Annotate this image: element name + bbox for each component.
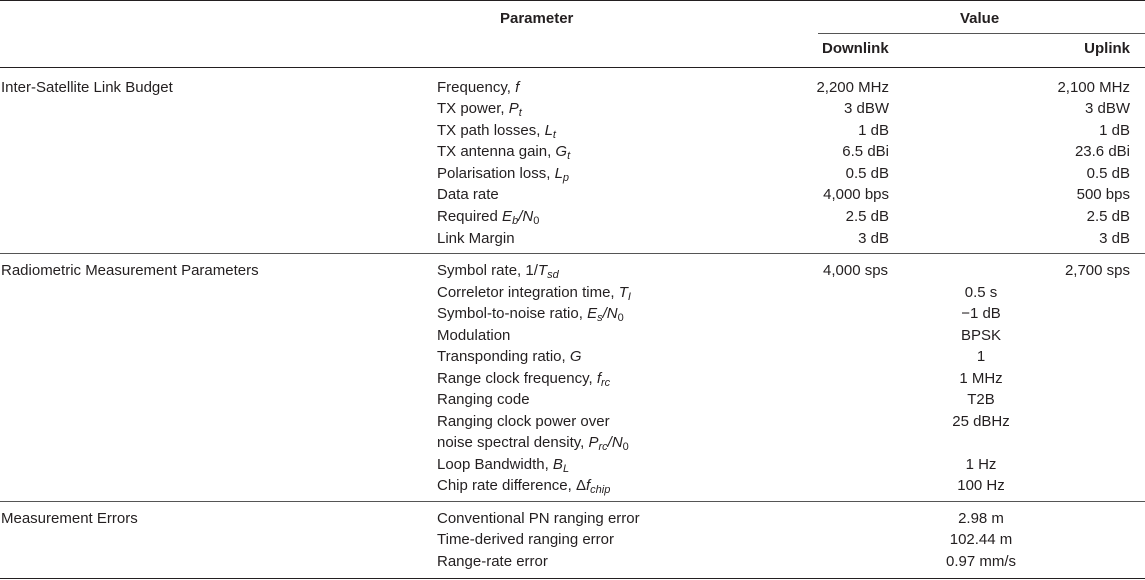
downlink-link-margin: 3 dB: [858, 230, 889, 247]
header-value: Value: [960, 10, 1000, 27]
downlink-tx-antenna-gain: 6.5 dBi: [842, 143, 889, 160]
downlink-frequency: 2,200 MHz: [816, 79, 889, 96]
category-radiometric: Radiometric Measurement Parameters: [1, 262, 259, 279]
uplink-data-rate: 500 bps: [1076, 186, 1130, 203]
param-range-rate-error: Range-rate error: [437, 553, 548, 570]
uplink-link-margin: 3 dB: [1099, 230, 1130, 247]
param-ranging-clock-power: Ranging clock power over: [437, 413, 610, 430]
value-correletor-time: 0.5 s: [964, 284, 998, 301]
param-frequency: Frequency, f: [437, 79, 520, 96]
bottom-rule: [0, 578, 1145, 579]
downlink-data-rate: 4,000 bps: [823, 186, 889, 203]
param-required-eb-n0: Required $E_b/N_0$: [437, 208, 540, 227]
param-tx-path-losses: TX path losses, $L_t$: [437, 122, 556, 141]
uplink-tx-path-losses: 1 dB: [1099, 122, 1130, 139]
param-symbol-to-noise: Symbol-to-noise ratio, $E_s/N_0$: [437, 305, 624, 324]
param-ranging-clock-power-line2: noise spectral density, $P_{rc}/N_0$: [437, 434, 629, 453]
header-rule: [0, 67, 1145, 68]
value-transponding-ratio: 1: [976, 348, 986, 365]
section-rule-2: [0, 501, 1145, 502]
uplink-frequency: 2,100 MHz: [1057, 79, 1130, 96]
section-rule-1: [0, 253, 1145, 254]
param-symbol-rate: Symbol rate, $1/T_{sd}$: [437, 262, 559, 281]
header-downlink: Downlink: [822, 40, 889, 57]
uplink-required-eb-n0: 2.5 dB: [1086, 208, 1130, 225]
downlink-symbol-rate: 4,000 sps: [823, 262, 889, 279]
param-transponding-ratio: Transponding ratio, G: [437, 348, 582, 365]
param-loop-bandwidth: Loop Bandwidth, $B_L$: [437, 456, 570, 475]
value-underline: [818, 33, 1145, 34]
downlink-tx-path-losses: 1 dB: [858, 122, 889, 139]
category-measurement-errors: Measurement Errors: [1, 510, 138, 527]
value-modulation: BPSK: [960, 327, 1002, 344]
category-link-budget: Inter-Satellite Link Budget: [1, 79, 173, 96]
param-tx-power: TX power, $P_t$: [437, 100, 522, 119]
downlink-tx-power: 3 dBW: [843, 100, 889, 117]
header-parameter: Parameter: [500, 10, 574, 27]
value-pn-ranging-error: 2.98 m: [958, 510, 1004, 527]
param-link-margin: Link Margin: [437, 230, 515, 247]
param-pn-ranging-error: Conventional PN ranging error: [437, 510, 640, 527]
uplink-tx-power: 3 dBW: [1084, 100, 1130, 117]
value-range-clock-frequency: 1 MHz: [959, 370, 1003, 387]
value-ranging-clock-power: 25 dBHz: [952, 413, 1010, 430]
param-modulation: Modulation: [437, 327, 511, 344]
value-ranging-code: T2B: [967, 391, 995, 408]
value-range-rate-error: 0.97 mm/s: [945, 553, 1017, 570]
value-chip-rate-difference: 100 Hz: [957, 477, 1005, 494]
top-rule: [0, 0, 1145, 1]
downlink-required-eb-n0: 2.5 dB: [845, 208, 889, 225]
param-time-derived-error: Time-derived ranging error: [437, 531, 615, 548]
param-range-clock-frequency: Range clock frequency, $f_{rc}$: [437, 370, 611, 389]
param-tx-antenna-gain: TX antenna gain, $G_t$: [437, 143, 571, 162]
value-symbol-to-noise: −1 dB: [961, 305, 1001, 322]
header-uplink: Uplink: [1084, 40, 1130, 57]
downlink-polarisation-loss: 0.5 dB: [845, 165, 889, 182]
param-correletor-time: Correletor integration time, $T_I$: [437, 284, 631, 303]
value-time-derived-error: 102.44 m: [949, 531, 1013, 548]
param-chip-rate-difference: Chip rate difference, $\Delta f_{chip}$: [437, 477, 611, 496]
value-loop-bandwidth: 1 Hz: [965, 456, 997, 473]
param-ranging-code: Ranging code: [437, 391, 530, 408]
uplink-tx-antenna-gain: 23.6 dBi: [1074, 143, 1130, 160]
uplink-polarisation-loss: 0.5 dB: [1086, 165, 1130, 182]
param-data-rate: Data rate: [437, 186, 499, 203]
param-polarisation-loss: Polarisation loss, $L_p$: [437, 165, 570, 184]
uplink-symbol-rate: 2,700 sps: [1064, 262, 1130, 279]
